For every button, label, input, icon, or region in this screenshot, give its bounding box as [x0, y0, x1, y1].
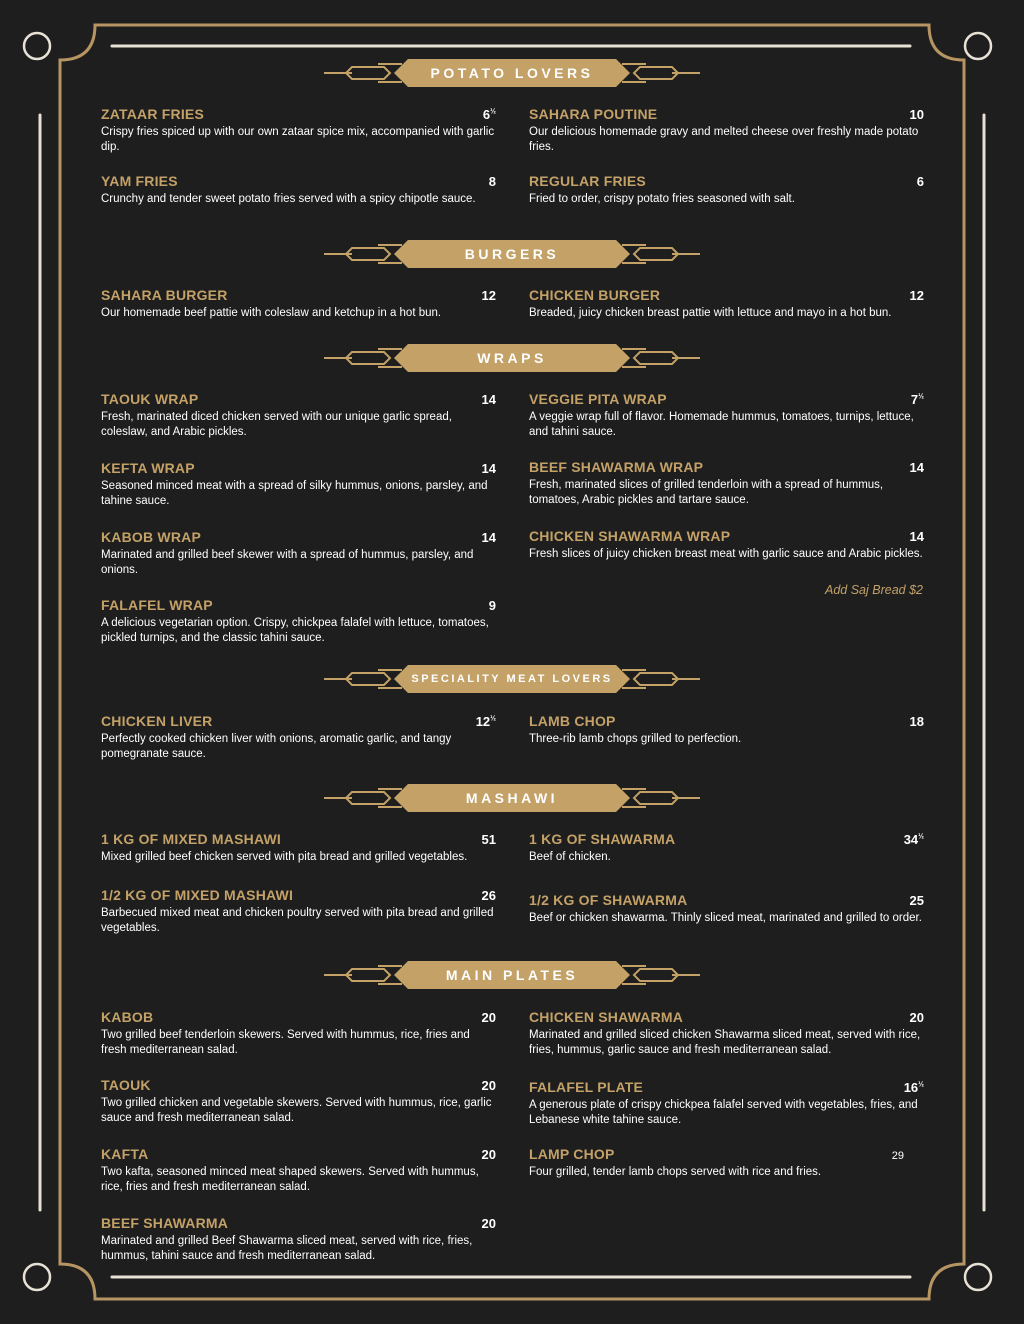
section-title: MAIN PLATES	[445, 967, 579, 983]
item-description: Two grilled chicken and vegetable skewers. Served with hummus, rice, garlic sauce and fresh mediterranean salad.	[101, 1097, 492, 1124]
item-description: Perfectly cooked chicken liver with onions, aromatic garlic, and tangy pomegranate sauce.	[101, 733, 452, 760]
item-description: A delicious vegetarian option. Crispy, chickpea falafel with lettuce, tomatoes, pickled turnips, and the classic tahini sauce.	[101, 617, 489, 644]
item-price: $16^{\frac{1}{2}}$	[903, 1080, 924, 1095]
item-price: $7^{\frac{1}{2}}$	[910, 392, 924, 407]
menu-item	[101, 831, 496, 865]
item-price: 14	[909, 529, 924, 544]
section-title: SPECIALITY MEAT LOVERS	[411, 673, 613, 685]
item-description: Three-rib lamb chops grilled to perfection.	[529, 733, 742, 745]
item-price: 14	[481, 530, 496, 545]
section-title: POTATO LOVERS	[430, 65, 594, 81]
item-price: 25	[909, 893, 924, 908]
item-price: 14	[481, 392, 496, 407]
item-price: 10	[909, 107, 924, 122]
item-price: 12	[909, 288, 924, 303]
item-name: BEEF SHAWARMA	[101, 1215, 229, 1231]
menu-item	[101, 713, 496, 762]
item-name: KABOB	[101, 1009, 154, 1025]
menu-item	[101, 287, 496, 321]
price-fraction: ½	[490, 715, 496, 723]
menu-item	[529, 528, 924, 562]
item-price: 18	[909, 714, 924, 729]
item-price: 20	[481, 1216, 496, 1231]
menu-item	[529, 173, 924, 207]
item-description: Marinated and grilled sliced chicken Shawarma sliced meat, served with rice, fries, hummus, garlic sauce and fresh mediterranean salad.	[529, 1029, 921, 1056]
item-name: VEGGIE PITA WRAP	[529, 391, 667, 407]
menu-item	[529, 1146, 924, 1180]
price-fraction: ½	[918, 393, 924, 401]
item-name: LAMB CHOP	[529, 713, 616, 729]
menu-item	[529, 713, 924, 747]
section-title: MASHAWI	[465, 790, 559, 806]
item-description: Fresh, marinated slices of grilled tenderloin with a spread of hummus, tomatoes, Arabic pickles and tartare sauce.	[529, 479, 884, 506]
menu-item	[101, 529, 496, 578]
item-name: CHICKEN BURGER	[529, 287, 661, 303]
add-on-note: Add Saj Bread $2	[825, 583, 923, 597]
menu-item	[101, 460, 496, 509]
menu-item	[101, 173, 496, 207]
item-description: Four grilled, tender lamb chops served with rice and fries.	[529, 1166, 822, 1178]
item-price: 6	[916, 174, 924, 189]
menu-item	[101, 887, 496, 936]
item-name: FALAFEL WRAP	[101, 597, 213, 613]
menu-item	[529, 892, 924, 926]
section-banner	[322, 58, 702, 88]
item-description: Our delicious homemade gravy and melted cheese over freshly made potato fries.	[529, 126, 919, 153]
item-price: 20	[909, 1010, 924, 1025]
item-name: SAHARA POUTINE	[529, 106, 658, 122]
item-price: 20	[481, 1078, 496, 1093]
menu-item	[529, 1009, 924, 1058]
item-description: Marinated and grilled Beef Shawarma sliced meat, served with rice, fries, hummus, tahini sauce and fresh mediterranean salad.	[101, 1235, 473, 1262]
item-price: $6^{\frac{1}{2}}$	[482, 107, 496, 122]
item-name: CHICKEN LIVER	[101, 713, 213, 729]
price-fraction: ½	[490, 108, 496, 116]
item-name: KAFTA	[101, 1146, 149, 1162]
section-banner	[322, 239, 702, 269]
item-name: CHICKEN SHAWARMA WRAP	[529, 528, 731, 544]
menu-item	[529, 106, 924, 155]
menu-item	[529, 831, 924, 865]
section-banner	[322, 960, 702, 990]
item-price: 29	[891, 1150, 904, 1162]
price-fraction: ½	[918, 1081, 924, 1089]
item-description: A veggie wrap full of flavor. Homemade hummus, tomatoes, turnips, lettuce, and tahini sauce.	[529, 411, 914, 438]
item-description: Two grilled beef tenderloin skewers. Served with hummus, rice, fries and fresh mediterranean salad.	[101, 1029, 470, 1056]
section-banner	[322, 664, 702, 694]
item-price: 14	[909, 460, 924, 475]
item-name: 1/2 KG OF MIXED MASHAWI	[101, 887, 294, 903]
item-name: SAHARA BURGER	[101, 287, 228, 303]
item-price: 20	[481, 1147, 496, 1162]
item-price: 26	[481, 888, 496, 903]
section-title: WRAPS	[477, 350, 547, 366]
menu-item	[101, 106, 496, 155]
menu-item	[529, 391, 924, 440]
section-title: BURGERS	[464, 246, 560, 262]
item-name: CHICKEN SHAWARMA	[529, 1009, 684, 1025]
item-name: 1/2 KG OF SHAWARMA	[529, 892, 688, 908]
menu-item	[101, 391, 496, 440]
item-price: 14	[481, 461, 496, 476]
item-description: Fresh slices of juicy chicken breast meat with garlic sauce and Arabic pickles.	[529, 548, 923, 560]
item-price: 51	[481, 832, 496, 847]
item-name: 1 KG OF MIXED MASHAWI	[101, 831, 281, 847]
menu-item	[529, 459, 924, 508]
item-name: KABOB WRAP	[101, 529, 201, 545]
item-price: $34^{\frac{1}{2}}$	[903, 832, 924, 847]
item-name: 1 KG OF SHAWARMA	[529, 831, 676, 847]
item-name: KEFTA WRAP	[101, 460, 195, 476]
menu-item	[101, 1009, 496, 1058]
item-description: Two kafta, seasoned minced meat shaped skewers. Served with hummus, rice, fries and fresh mediterranean salad.	[101, 1166, 479, 1193]
section-banner	[322, 783, 702, 813]
item-description: Our homemade beef pattie with coleslaw and ketchup in a hot bun.	[101, 307, 442, 319]
item-name: BEEF SHAWARMA WRAP	[529, 459, 704, 475]
item-description: Fresh, marinated diced chicken served with our unique garlic spread, coleslaw, and Arabic pickles.	[101, 411, 452, 438]
menu-item	[101, 1077, 496, 1126]
item-description: Breaded, juicy chicken breast pattie with lettuce and mayo in a hot bun.	[529, 307, 892, 319]
item-description: Fried to order, crispy potato fries seasoned with salt.	[529, 193, 795, 205]
item-price: 12	[481, 288, 496, 303]
item-name: ZATAAR FRIES	[101, 106, 204, 122]
item-description: Mixed grilled beef chicken served with pita bread and grilled vegetables.	[101, 851, 468, 863]
item-name: REGULAR FRIES	[529, 173, 646, 189]
menu-item	[529, 1079, 924, 1128]
menu-item	[529, 287, 924, 321]
item-price: 20	[481, 1010, 496, 1025]
menu-item	[101, 1146, 496, 1195]
item-name: TAOUK WRAP	[101, 391, 199, 407]
price-fraction: ½	[918, 833, 924, 841]
item-description: Crispy fries spiced up with our own zataar spice mix, accompanied with garlic dip.	[101, 126, 495, 153]
section-banner	[322, 343, 702, 373]
item-description: Beef of chicken.	[529, 851, 611, 863]
item-description: Beef or chicken shawarma. Thinly sliced meat, marinated and grilled to order.	[529, 912, 922, 924]
item-name: LAMP CHOP	[529, 1146, 615, 1162]
item-price: 9	[488, 598, 496, 613]
item-price: 8	[488, 174, 496, 189]
item-name: FALAFEL PLATE	[529, 1079, 644, 1095]
item-description: A generous plate of crispy chickpea falafel served with vegetables, fries, and Lebanese white tahine sauce.	[529, 1099, 918, 1126]
menu-item	[101, 597, 496, 646]
item-description: Seasoned minced meat with a spread of silky hummus, onions, parsley, and tahine sauce.	[101, 480, 488, 507]
item-name: TAOUK	[101, 1077, 151, 1093]
menu-item	[101, 1215, 496, 1264]
item-description: Barbecued mixed meat and chicken poultry served with pita bread and grilled vegetables.	[101, 907, 494, 934]
item-description: Crunchy and tender sweet potato fries served with a spicy chipotle sauce.	[101, 193, 476, 205]
item-name: YAM FRIES	[101, 173, 178, 189]
item-price: $12^{\frac{1}{2}}$	[475, 714, 496, 729]
item-description: Marinated and grilled beef skewer with a spread of hummus, parsley, and onions.	[101, 549, 474, 576]
